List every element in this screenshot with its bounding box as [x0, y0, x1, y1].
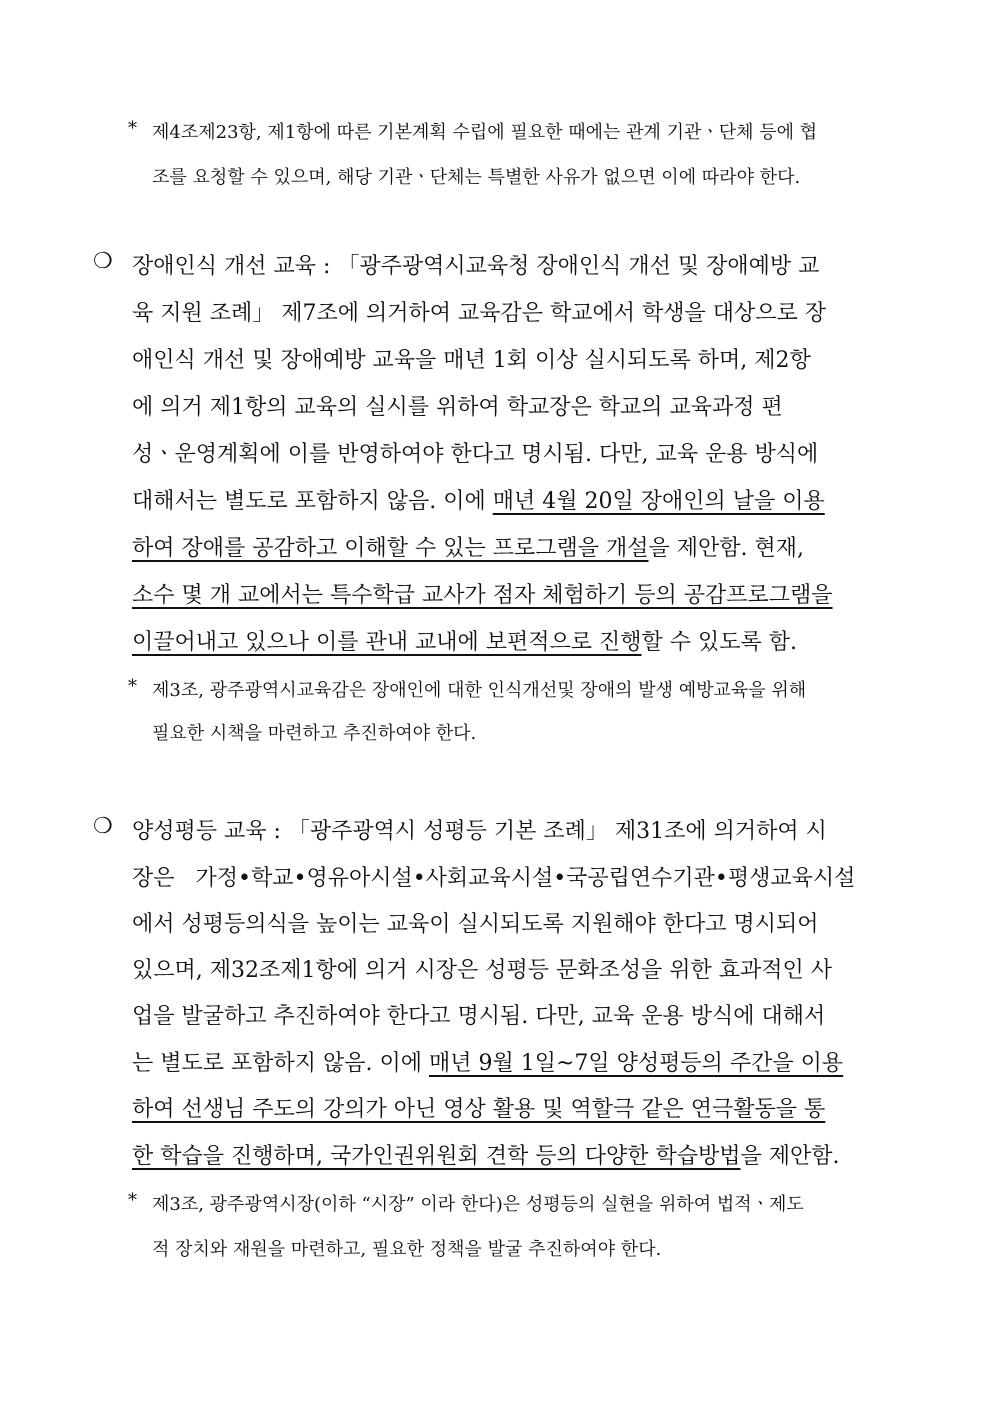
- underlined-proposal: 이끌어내고 있으나 이를 관내 교내에 보편적으로 진행: [132, 630, 642, 655]
- footnote-line: 제3조, 광주광역시장(이하 “시장” 이라 한다)은 성평등의 실현을 위하여 법적ㆍ제도: [152, 1194, 804, 1215]
- paragraph-line: 육 지원 조례」 제7조에 의거하여 교육감은 학교에서 학생을 대상으로 장: [132, 301, 826, 326]
- bullet-icon: ❍: [93, 814, 113, 839]
- paragraph-line: [132, 625, 797, 656]
- paragraph-line: [132, 578, 833, 609]
- underlined-proposal: 매년 4월 20일 장애인의 날을 이용: [492, 489, 825, 514]
- footnote-line: 제3조, 광주광역시교육감은 장애인에 대한 인식개선및 장애의 발생 예방교육을 위해: [152, 680, 807, 701]
- paragraph-line: 에 의거 제1항의 교육의 실시를 위하여 학교장은 학교의 교육과정 편: [132, 395, 783, 420]
- plain-text: 대해서는 별도로 포함하지 않음. 이에: [132, 489, 493, 514]
- underlined-proposal: 하여 장애를 공감하고 이해할 수 있는 프로그램을 개설: [132, 536, 649, 561]
- paragraph-line: 장애인식 개선 교육 : 「광주광역시교육청 장애인식 개선 및 장애예방 교: [132, 254, 820, 279]
- footnote-marker: *: [128, 118, 137, 139]
- footnote-line: 제4조제23항, 제1항에 따른 기본계획 수립에 필요한 때에는 관계 기관ㆍ단체 등에 협: [152, 122, 818, 143]
- footnote-marker: *: [128, 676, 137, 697]
- underlined-proposal: 한 학습을 진행하며, 국가인권위원회 견학 등의 다양한 학습방법: [132, 1144, 741, 1169]
- paragraph-line: 애인식 개선 및 장애예방 교육을 매년 1회 이상 실시되도록 하며, 제2항: [132, 348, 811, 373]
- underlined-proposal: 소수 몇 개 교에서는 특수학급 교사가 점자 체험하기 등의 공감프로그램을: [132, 583, 833, 608]
- footnote-line: 조를 요청할 수 있으며, 해당 기관ㆍ단체는 특별한 사유가 없으면 이에 따라야 한다.: [152, 167, 801, 188]
- paragraph-line: 에서 성평등의식을 높이는 교육이 실시되도록 지원해야 한다고 명시되어: [132, 912, 819, 937]
- footnote-marker: *: [128, 1190, 137, 1211]
- footnote-line: 필요한 시책을 마련하고 추진하여야 한다.: [152, 723, 477, 744]
- underlined-proposal: 하여 선생님 주도의 강의가 아닌 영상 활용 및 역할극 같은 연극활동을 통: [132, 1097, 826, 1122]
- bullet-icon: ❍: [93, 249, 113, 274]
- plain-text: 을 제안함.: [740, 1144, 840, 1169]
- paragraph-line: 장은 가정•학교•영유아시설•사회교육시설•국공립연수기관•평생교육시설: [132, 866, 856, 891]
- paragraph-line: 있으며, 제32조제1항에 의거 시장은 성평등 문화조성을 위한 효과적인 사: [132, 958, 832, 983]
- paragraph-line: [132, 484, 825, 515]
- paragraph-line: [132, 1046, 843, 1077]
- paragraph-line: [132, 531, 804, 562]
- footnote-line: 적 장치와 재원을 마련하고, 필요한 정책을 발굴 추진하여야 한다.: [152, 1239, 662, 1260]
- paragraph-line: 성ㆍ운영계획에 이를 반영하여야 한다고 명시됨. 다만, 교육 운용 방식에: [132, 442, 819, 467]
- plain-text: 을 제안함. 현재,: [648, 536, 804, 561]
- paragraph-line: 업을 발굴하고 추진하여야 한다고 명시됨. 다만, 교육 운용 방식에 대해서: [132, 1004, 826, 1029]
- paragraph-line: [132, 1139, 840, 1170]
- paragraph-line: 양성평등 교육 : 「광주광역시 성평등 기본 조례」 제31조에 의거하여 시: [132, 819, 827, 844]
- underlined-proposal: 매년 9월 1일~7일 양성평등의 주간을 이용: [428, 1051, 844, 1076]
- plain-text: 는 별도로 포함하지 않음. 이에: [132, 1051, 429, 1076]
- plain-text: 할 수 있도록 함.: [641, 630, 798, 655]
- paragraph-line: [132, 1092, 825, 1123]
